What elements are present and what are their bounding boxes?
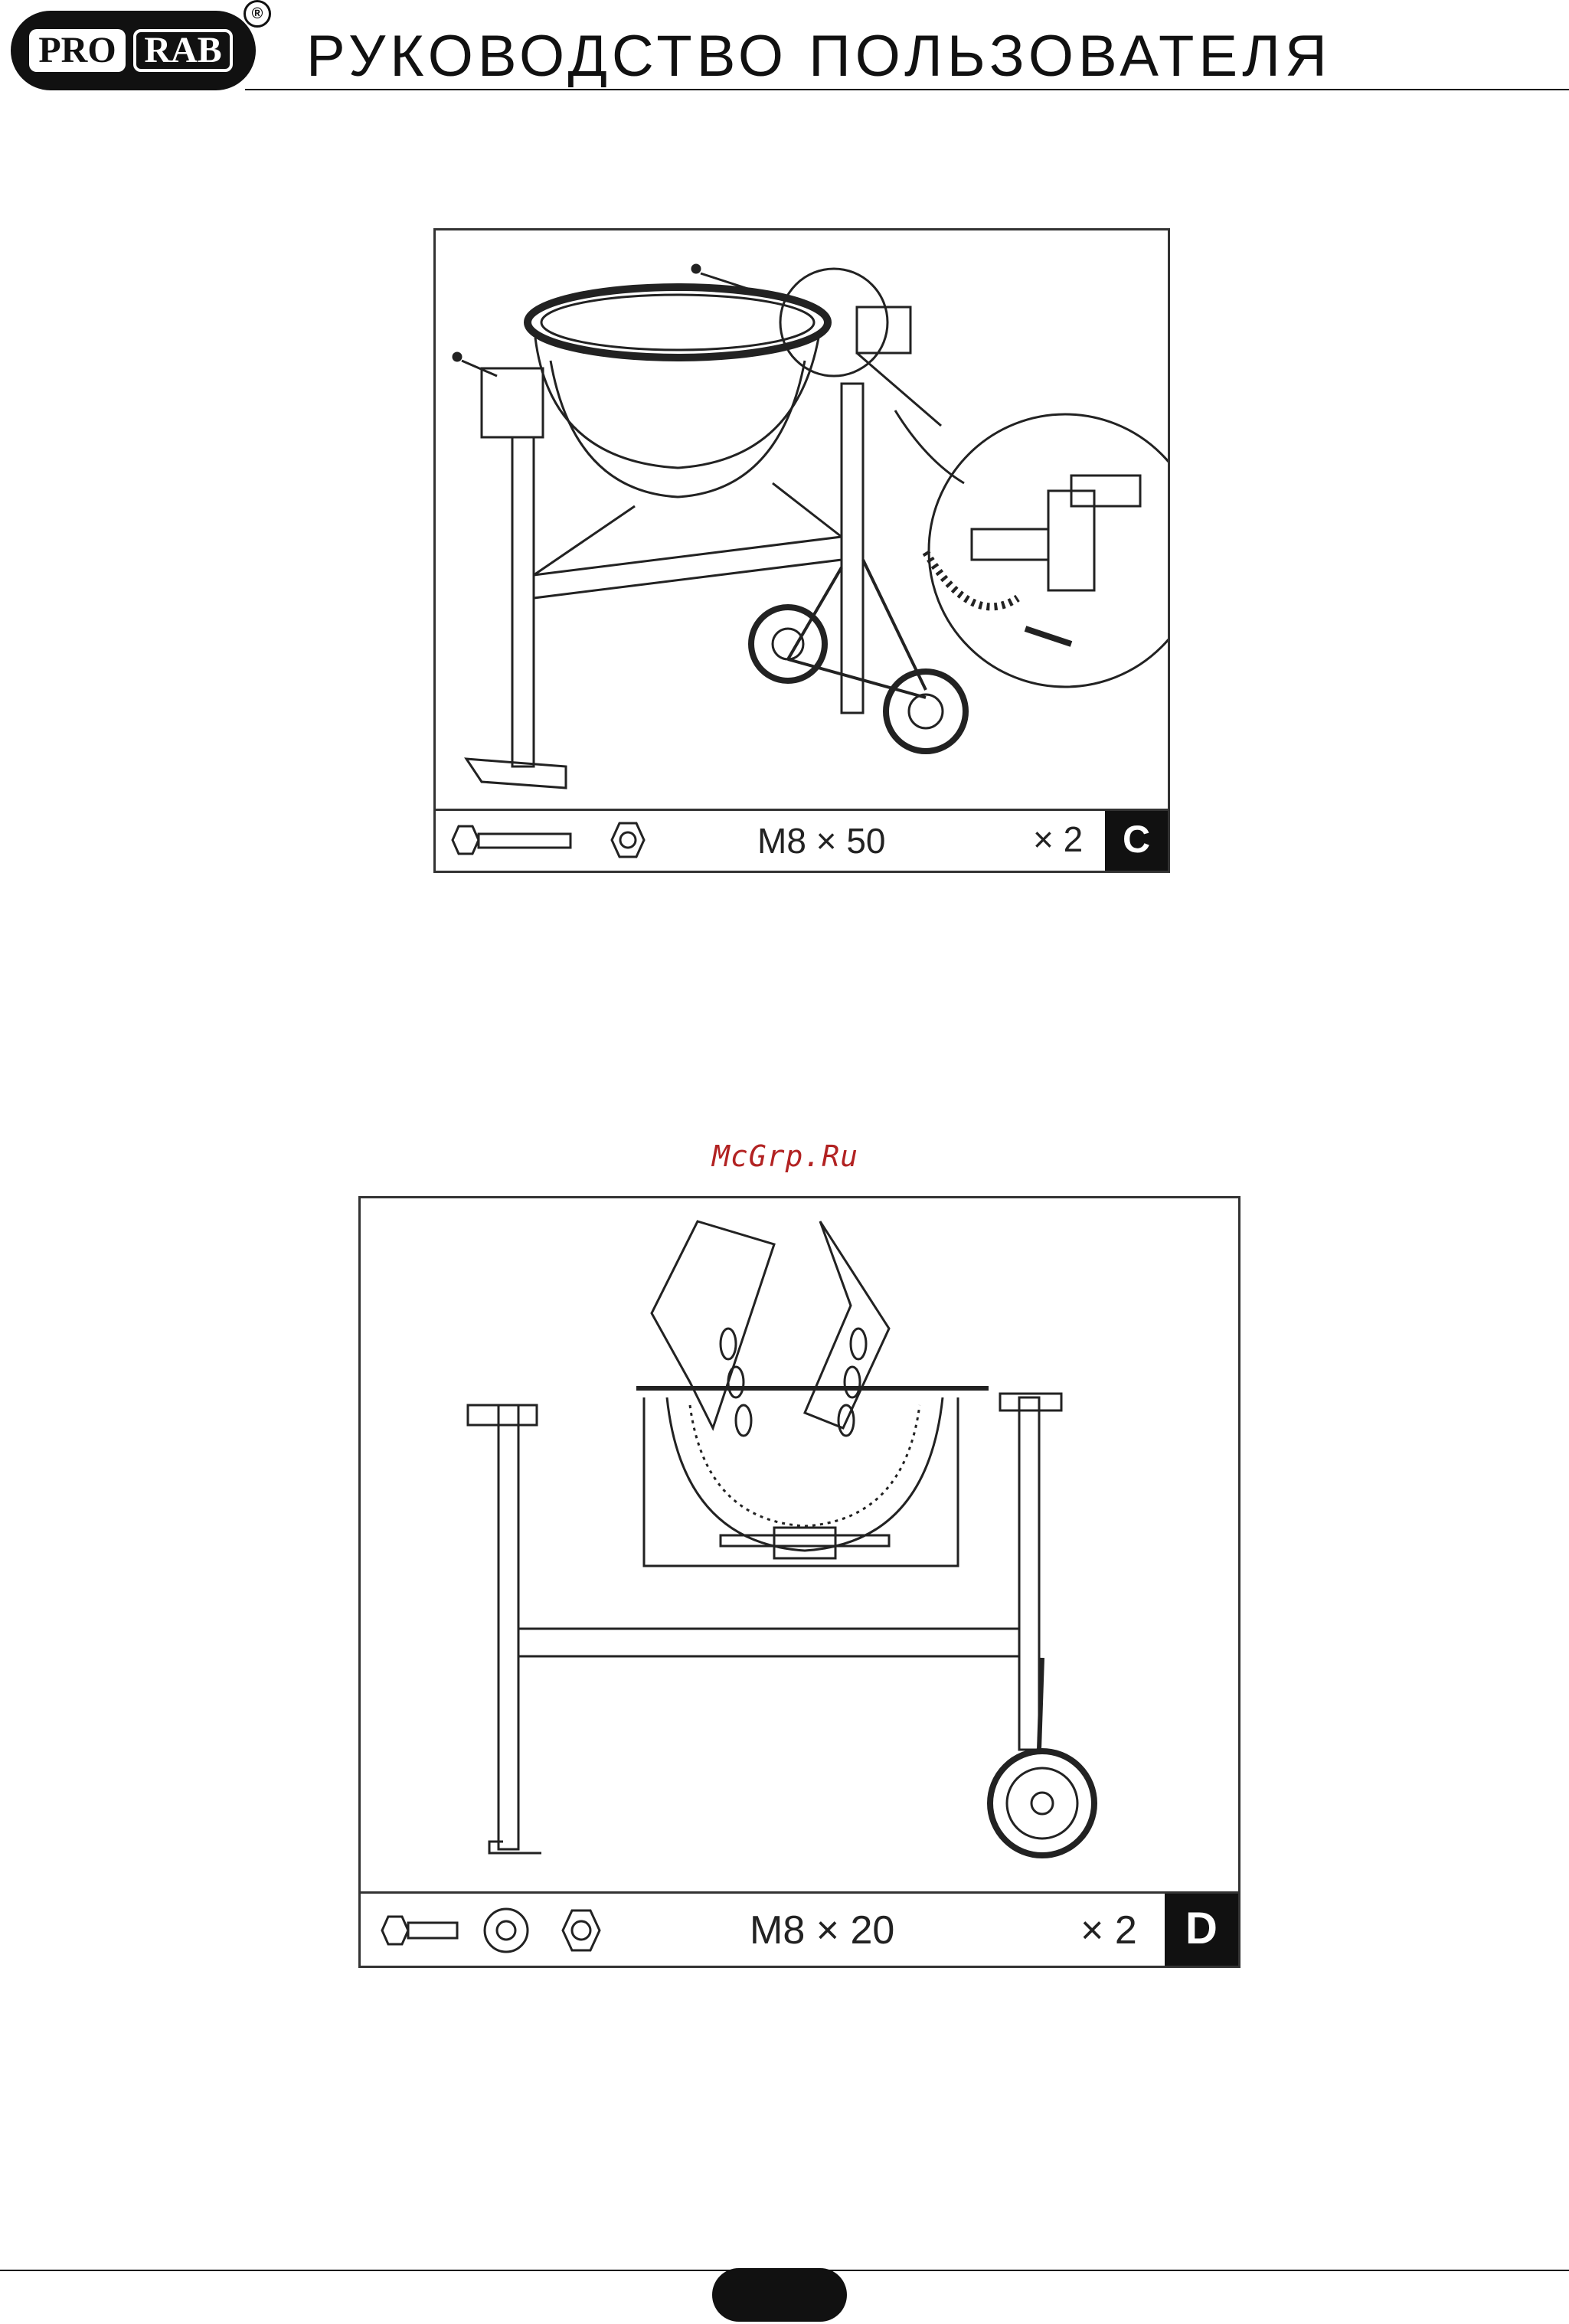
fastener-spec-bar	[436, 809, 1168, 871]
page-number-badge	[712, 2268, 847, 2322]
fastener-parts-icons	[436, 811, 742, 871]
registered-mark: ®	[244, 0, 271, 28]
fastener-parts-icons	[361, 1894, 682, 1966]
bolt-icon	[453, 826, 570, 854]
brand-logo-pro: PRO	[29, 29, 126, 72]
header-divider	[245, 89, 1569, 90]
figure-step-d	[358, 1196, 1240, 1968]
step-letter-badge: C	[1105, 811, 1168, 871]
figure-step-c	[433, 228, 1170, 873]
step-letter-badge: D	[1165, 1894, 1238, 1966]
mixer-frame-assembly-illustration	[436, 230, 1168, 812]
brand-logo	[11, 11, 256, 90]
nut-icon	[563, 1911, 600, 1950]
fastener-quantity-label: × 2	[1033, 819, 1084, 859]
fastener-size-label: M8 × 20	[750, 1908, 895, 1953]
brand-logo-rab: RAB	[133, 29, 233, 72]
washer-icon	[485, 1909, 528, 1952]
watermark-text: McGrp.Ru	[712, 1139, 859, 1173]
mixer-drum-front-view-illustration	[361, 1198, 1238, 1894]
nut-icon	[612, 823, 644, 857]
page-title: РУКОВОДСТВО ПОЛЬЗОВАТЕЛЯ	[306, 24, 1332, 89]
fastener-quantity-label: × 2	[1080, 1908, 1137, 1953]
fastener-size-label: M8 × 50	[757, 821, 886, 861]
bolt-icon	[382, 1917, 457, 1944]
fastener-spec-bar	[361, 1891, 1238, 1966]
